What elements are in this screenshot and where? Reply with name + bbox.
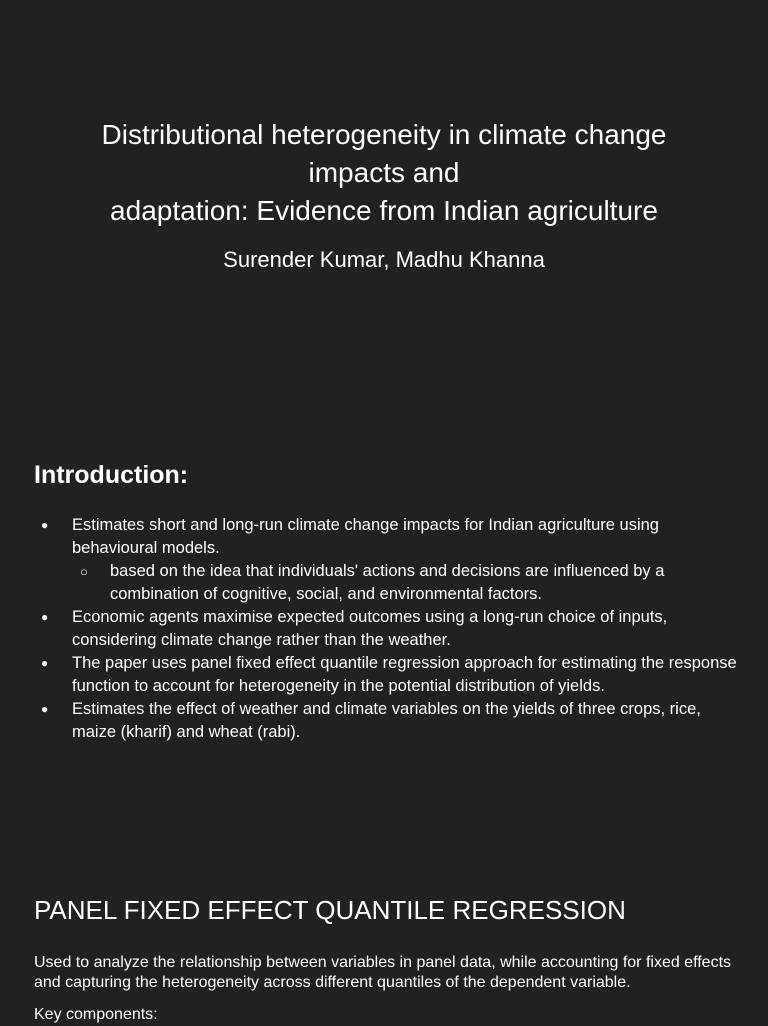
bullet-text: Estimates short and long-run climate change impacts for Indian agriculture using behavioural models.: [72, 516, 659, 557]
section-heading-quantile-regression: PANEL FIXED EFFECT QUANTILE REGRESSION: [34, 895, 626, 925]
title-line-1: Distributional heterogeneity in climate change: [101, 119, 667, 150]
section-paragraph: Used to analyze the relationship between variables in panel data, while accounting for fixed effects and capturing the heterogeneity across different quantiles of the dependent variable.: [34, 954, 732, 991]
bullet-text: The paper uses panel fixed effect quantile regression approach for estimating the response function to account for heterogeneity in the potential distribution of yields.: [72, 654, 737, 695]
bullet-text: Economic agents maximise expected outcomes using a long-run choice of inputs, considering climate change rather than the weather.: [72, 608, 668, 649]
paper-title: [40, 116, 728, 230]
bullet-item: [72, 698, 742, 744]
introduction-heading: Introduction:: [34, 461, 189, 489]
sub-bullet-list: [72, 560, 742, 606]
introduction-bullet-list: [72, 514, 742, 744]
bullet-item: [72, 652, 742, 698]
authors: Surender Kumar, Madhu Khanna: [223, 247, 545, 272]
bullet-text: Estimates the effect of weather and climate variables on the yields of three crops, rice, maize (kharif) and wheat (rabi).: [72, 700, 701, 741]
key-components-label: Key components:: [34, 1006, 158, 1023]
bullet-item: [72, 514, 742, 606]
title-line-2: impacts and: [308, 157, 460, 188]
sub-bullet-text: based on the idea that individuals' actions and decisions are influenced by a combination of cognitive, social, and environmental factors.: [110, 562, 665, 603]
bullet-item: [72, 606, 742, 652]
title-line-3: adaptation: Evidence from Indian agriculture: [110, 195, 658, 226]
sub-bullet-item: [110, 560, 742, 606]
